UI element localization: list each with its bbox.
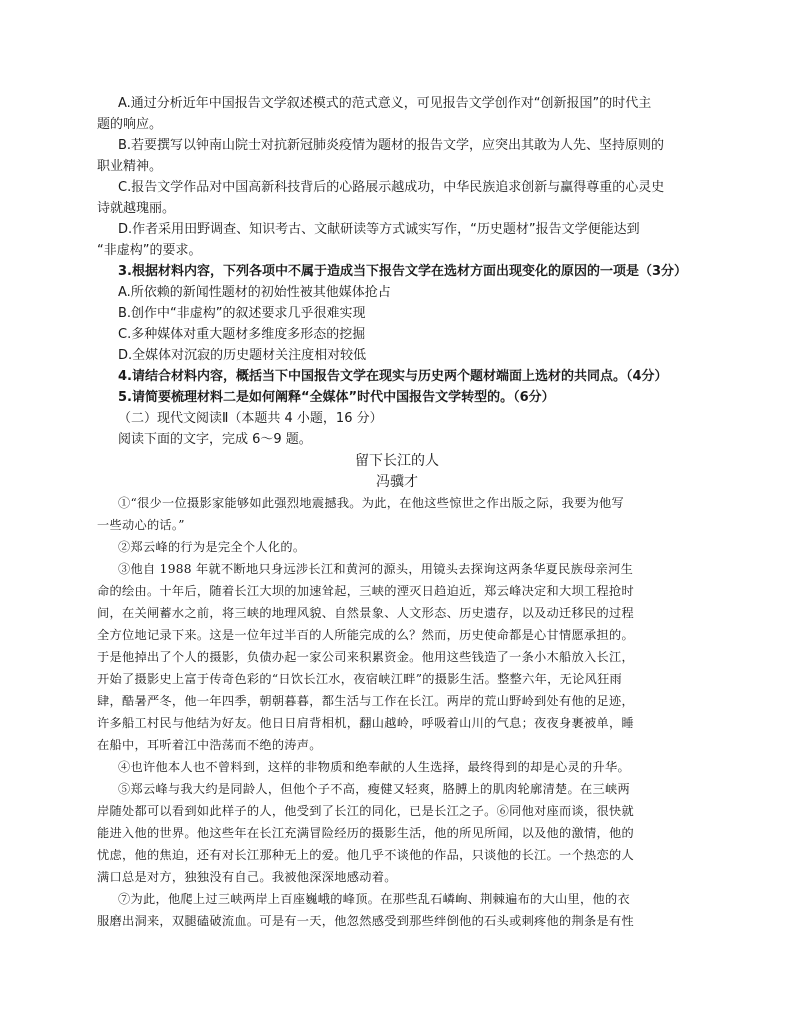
paragraph-5-line3: 能进入他的世界。他这些年在长江充满冒险经历的摄影生活，他的所见所闻，以及他的激情，他的: [97, 826, 634, 840]
article-author: 冯骥才: [376, 474, 418, 490]
question-5: 5.请简要梳理材料二是如何阐释“全媒体”时代中国报告文学转型的。（6分）: [118, 390, 555, 405]
paragraph-3-line2: 命的绘由。十年后，随着长江大坝的加速耸起，三峡的湮灭日趋迫近，郑云峰决定和大坝工程抢时: [97, 584, 634, 598]
paragraph-3-line3: 间，在关闸蓄水之前，将三峡的地理风貌、自然景象、人文形态、历史遗存，以及动迁移民的过程: [97, 606, 634, 620]
article-title: 留下长江的人: [355, 453, 439, 469]
paragraph-3-line5: 于是他掉出了个人的摄影，负债办起一家公司来积累资金。他用这些钱造了一条小木船放入长江，: [97, 650, 634, 664]
section-heading: （二）现代文阅读Ⅱ（本题共 4 小题，16 分）: [118, 411, 383, 426]
paragraph-7-line1: ⑦为此，他爬上过三峡两岸上百座巍峨的峰顶。在那些乱石嶙峋、荆棘遍布的大山里，他的衣: [118, 892, 630, 906]
paragraph-3-line8: 许多船工村民与他结为好友。他日日肩背相机，翻山越岭，呼吸着山川的气息；夜夜身裹被单，睡: [97, 716, 634, 730]
reading-instruction: 阅读下面的文字，完成 6～9 题。: [118, 432, 312, 447]
paragraph-5-line2: 岸随处都可以看到如此样子的人，他受到了长江的同化，已是长江之子。⑥同他对座而谈，很快就: [97, 804, 634, 818]
paragraph-1-line2: 一些动心的话。”: [97, 518, 185, 532]
option-c-line2: 诗就越瑰丽。: [97, 201, 176, 216]
option-b-line2: 职业精神。: [97, 159, 163, 174]
option-c-line1: C.报告文学作品对中国高新科技背后的心路展示越成功，中华民族追求创新与赢得尊重的心灵史: [118, 180, 665, 195]
question-3-option-c: C.多种媒体对重大题材多维度多形态的挖掘: [118, 327, 366, 342]
paragraph-3-line6: 开始了摄影史上富于传奇色彩的“日饮长江水，夜宿峡江畔”的摄影生活。整整六年，无论风狂雨: [97, 672, 623, 686]
option-d-line1: D.作者采用田野调查、知识考古、文献研读等方式诚实写作，“历史题材”报告文学便能达到: [118, 222, 640, 237]
question-3-option-b: B.创作中“非虚构”的叙述要求几乎很难实现: [118, 306, 366, 321]
paragraph-3-line7: 肆，酷暑严冬，他一年四季，朝朝暮暮，都生活与工作在长江。两岸的荒山野岭到处有他的足迹，: [97, 694, 634, 708]
option-d-line2: “非虚构”的要求。: [97, 243, 202, 258]
question-3-stem: 3.根据材料内容，下列各项中不属于造成当下报告文学在选材方面出现变化的原因的一项是（3分）: [118, 264, 688, 279]
question-3-option-a: A.所依赖的新闻性题材的初始性被其他媒体抢占: [118, 285, 391, 300]
paragraph-5-line1: ⑤郑云峰与我大约是同龄人，但他个子不高，瘦健又轻爽，胳膊上的肌肉轮廓清楚。在三峡两: [118, 782, 630, 796]
option-a-line2: 题的响应。: [97, 117, 163, 132]
paragraph-1-line1: ①“很少一位摄影家能够如此强烈地震撼我。为此，在他这些惊世之作出版之际，我要为他写: [118, 496, 625, 510]
paragraph-3-line1: ③他自 1988 年就不断地只身远涉长江和黄河的源头，用镜头去探询这两条华夏民族母亲河生: [118, 562, 634, 576]
question-3-option-d: D.全媒体对沉寂的历史题材关注度相对较低: [118, 348, 367, 363]
paragraph-4: ④也许他本人也不曾料到，这样的非物质和绝奉献的人生选择，最终得到的却是心灵的升华。: [118, 760, 630, 774]
question-4: 4.请结合材料内容，概括当下中国报告文学在现实与历史两个题材端面上选材的共同点。（4分）: [118, 369, 668, 384]
option-b-line1: B.若要撰写以钟南山院士对抗新冠肺炎疫情为题材的报告文学，应突出其敢为人先、坚持原则的: [118, 138, 665, 153]
paragraph-7-line2: 服磨出洞来，双腿磕破流血。可是有一天，他忽然感受到那些绊倒他的石头或刺疼他的荆条是有性: [97, 914, 634, 928]
paragraph-3-line4: 全方位地记录下来。这是一位年过半百的人所能完成的么？然而，历史使命都是心甘情愿承担的。: [97, 628, 634, 642]
paragraph-5-line5: 满口总是对方，独独没有自己。我被他深深地感动着。: [97, 870, 397, 884]
paragraph-3-line9: 在船中，耳听着江中浩荡而不绝的涛声。: [97, 738, 322, 752]
paragraph-5-line4: 忧虑，他的焦迫，还有对长江那种无上的爱。他几乎不谈他的作品，只谈他的长江。一个热恋的人: [97, 848, 634, 862]
paragraph-2: ②郑云峰的行为是完全个人化的。: [118, 540, 306, 554]
option-a-line1: A.通过分析近年中国报告文学叙述模式的范式意义，可见报告文学创作对“创新报国”的时代主: [118, 96, 652, 111]
